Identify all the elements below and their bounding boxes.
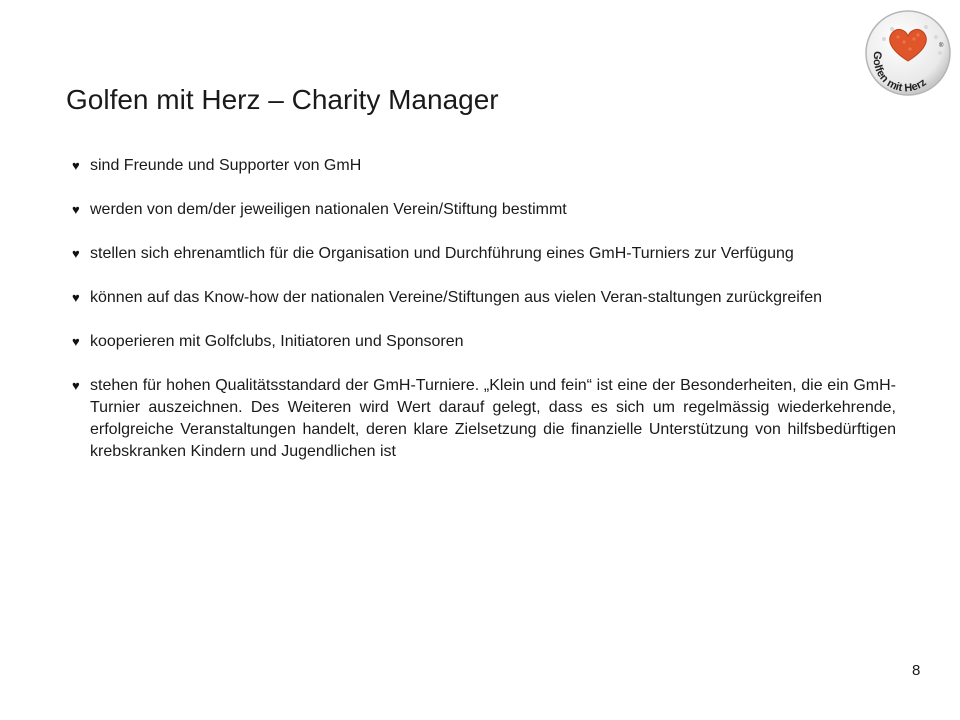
- bullet-item: [72, 287, 896, 309]
- heart-bullet-icon: ♥: [72, 290, 80, 305]
- bullet-item: [72, 375, 896, 463]
- bullet-item: [72, 243, 896, 265]
- heart-bullet-icon: ♥: [72, 158, 80, 173]
- bullet-text: stellen sich ehrenamtlich für die Organisation und Durchführung eines GmH-Turniers zur Verfügung: [90, 245, 794, 262]
- heart-bullet-icon: ♥: [72, 334, 80, 349]
- heart-bullet-icon: ♥: [72, 246, 80, 261]
- bullet-text: stehen für hohen Qualitätsstandard der GmH-Turniere. „Klein und fein“ ist eine der Besonderheiten, die ein GmH-Turnier auszeichnen. Des Weiteren wird Wert darauf gelegt, dass es sich um regelmässig wiederkehrende, erfolgreiche Veranstaltungen handelt, deren klare Zielsetzung die finanzielle Unterstützung von hilfsbedürftigen krebskranken Kindern und Jugendlichen ist: [90, 377, 896, 460]
- heart-golf-ball-icon: [864, 9, 952, 97]
- bullet-item: [72, 199, 896, 221]
- page-number: 8: [912, 662, 921, 679]
- bullet-text: sind Freunde und Supporter von GmH: [90, 157, 362, 174]
- bullet-item: [72, 155, 896, 177]
- heart-bullet-icon: ♥: [72, 202, 80, 217]
- bullet-text: kooperieren mit Golfclubs, Initiatoren und Sponsoren: [90, 333, 464, 350]
- bullet-item: [72, 331, 896, 353]
- golfen-mit-herz-logo: [864, 9, 952, 97]
- heart-bullet-icon: ♥: [72, 378, 80, 393]
- slide-title: Golfen mit Herz – Charity Manager: [66, 84, 499, 115]
- bullet-text: werden von dem/der jeweiligen nationalen Verein/Stiftung bestimmt: [90, 201, 567, 218]
- registered-mark: ®: [939, 43, 944, 49]
- bullet-text: können auf das Know-how der nationalen Vereine/Stiftungen aus vielen Veran-staltungen zurückgreifen: [90, 289, 823, 306]
- bullet-list: [72, 155, 896, 485]
- logo-text: Golfen mit Herz: [870, 50, 929, 95]
